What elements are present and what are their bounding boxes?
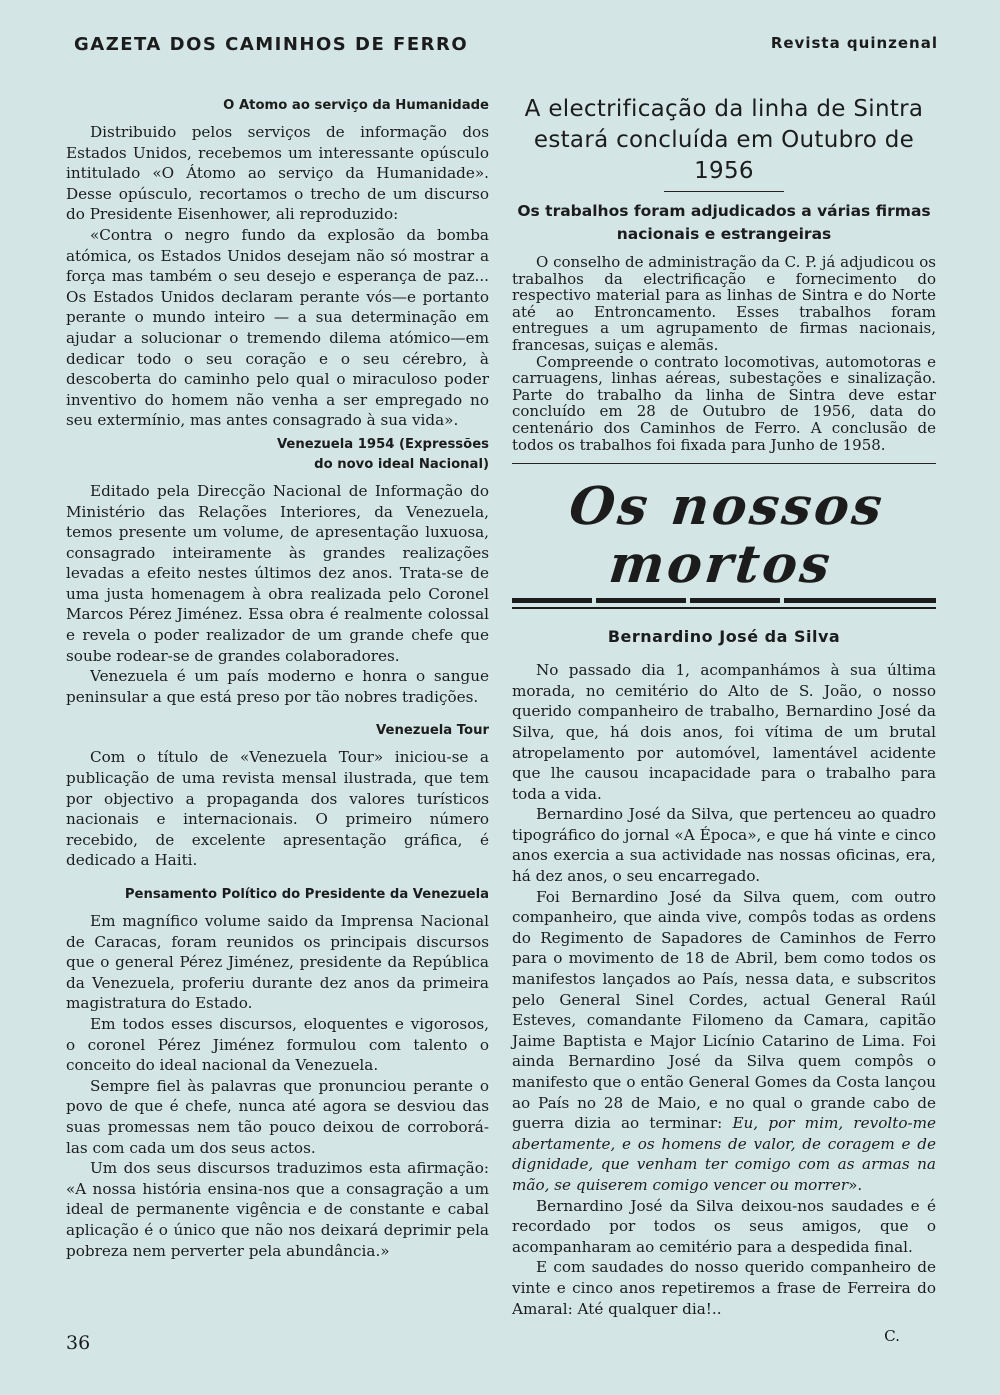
paragraph: Compreende o contrato locomotivas, automotoras e carruagens, linhas aéreas, subestações e sinalização. Parte do trabalho da linha de Sintra deve estar concluído em 28 de Outubro de 1956, data do centenário dos Caminhos de Ferro. A conclusão de todos os trabalhos foi fixada para Junho de 1958. [512, 352, 936, 454]
paragraph: Sempre fiel às palavras que pronunciou perante o povo de que é chefe, nunca até agora se desviou das suas promessas nem tão pouco deixou de corroborá-las com cada um dos seus actos. [66, 1076, 489, 1157]
paragraph: O conselho de administração da C. P. já adjudicou os trabalhos da electrificação e fornecimento do respectivo material para as linhas de Sintra e do Norte até ao Entroncamento. Esses trabalhos foram entregues a um agrupamento de firmas nacionais, francesas, suiças e alemãs. [512, 253, 936, 354]
paragraph: Em todos esses discursos, eloquentes e vigorosos, o coronel Pérez Jiménez formulou com talento o conceito do ideal nacional da Venezuela. [66, 1014, 489, 1075]
paragraph-text: Foi Bernardino José da Silva quem, com outro companheiro, que ainda vive, compôs todas as ordens do Regimento de Sapadores de Caminhos de Ferro para o movimento de 18 de Abril, bem como todos os manifestos lançados ao País, nessa data, e subscritos pelo General Sinel Cordes, actual General Raúl Esteves, comandante Filomeno da Camara, capitão Jaime Baptista e Major Licínio Catarino de Lima. Foi ainda Bernardino José da Silva quem compôs o manifesto que o então General Gomes da Costa lançou ao País no 28 de Maio, e no qual o grande cabo de guerra dizia ao terminar: [512, 887, 936, 1133]
paragraph: E com saudades do nosso querido companheiro de vinte e cinco anos repetiremos a frase de Ferreira do Amaral: Até qualquer dia!.. [512, 1258, 936, 1318]
subheadline-line: nacionais e estrangeiras [616, 225, 832, 243]
paragraph: Distribuido pelos serviços de informação dos Estados Unidos, recebemos um interessante opúsculo intitulado «O Átomo ao serviço da Humanidade». Desse opúsculo, recortamos o trecho de um discurso do Presidente Eisenhower, ali reproduzido: [66, 123, 489, 224]
article-heading-venezuela-tour: Venezuela Tour [376, 723, 489, 739]
page-number: 36 [66, 1332, 91, 1354]
article-heading-pensamento: Pensamento Político do Presidente da Venezuela [124, 887, 489, 902]
journal-frequency: Revista quinzenal [770, 34, 938, 52]
divider [664, 191, 784, 192]
electrification-subheadline [512, 200, 936, 246]
headline-line: A electrificação da linha de Sintra [524, 96, 924, 122]
article-heading-venezuela-1954 [66, 435, 489, 475]
paragraph: Editado pela Direcção Nacional de Informação do Ministério das Relações Interiores, da Venezuela, temos presente um volume, de apresentação luxuosa, consagrado inteiramente às grandes realizações levadas a efeito nestes últimos dez anos. Trata-se de uma justa homenagem à obra realizada pelo Coronel Marcos Pérez Jiménez. Essa obra é realmente colossal e revela o poder realizador de um grande chefe que soube rodear-se de grandes colaboradores. [66, 481, 489, 665]
subheadline-line: Os trabalhos foram adjudicados a várias firmas [517, 202, 931, 220]
paragraph: Em magnífico volume saido da Imprensa Nacional de Caracas, foram reunidos os principais discursos que o general Pérez Jiménez, presidente da República da Venezuela, proferiu durante dez anos da primeira magistratura do Estado. [66, 912, 489, 1013]
electrification-headline [512, 94, 936, 187]
banner-rule [512, 607, 936, 609]
paragraph-text: ». [848, 1175, 863, 1194]
obituary-banner: Os nossos mortos [566, 476, 888, 596]
headline-line: estará concluída em Outubro de 1956 [533, 127, 915, 184]
journal-title: GAZETA DOS CAMINHOS DE FERRO [74, 34, 469, 55]
heading-line: do novo ideal Nacional) [314, 456, 489, 472]
paragraph: «Contra o negro fundo da explosão da bomba atómica, os Estados Unidos desejam não só mostrar a força mas também o seu desejo e esperança de paz... Os Estados Unidos declaram perante vós—e portanto perante o mundo inteiro — a sua determinação em ajudar a solucionar o tremendo dilema atómico—em dedicar todo o seu coração e o seu cérebro, à descoberta do caminho pelo qual o miraculoso poder inventivo do homem não venha a ser empregado no seu extermínio, mas antes consagrado à sua vida». [66, 225, 489, 430]
paragraph: Venezuela é um país moderno e honra o sangue peninsular a que está preso por tão nobres tradições. [66, 667, 489, 706]
left-column [66, 96, 489, 1261]
banner-rule [512, 598, 936, 603]
paragraph [512, 887, 936, 1196]
signature-initial: C. [884, 1327, 900, 1346]
paragraph: Um dos seus discursos traduzimos esta afirmação: «A nossa história ensina-nos que a consagração a um ideal de permanente vigência e de constante e cabal aplicação é o único que não nos deixará deprimir pela pobreza nem perverter pela abundância.» [66, 1159, 489, 1260]
paragraph: Com o título de «Venezuela Tour» iniciou-se a publicação de uma revista mensal ilustrada, que tem por objectivo a propaganda dos valores turísticos nacionais e internacionais. O primeiro número recebido, de excelente apresentação gráfica, é dedicado a Haiti. [66, 748, 489, 870]
paragraph: No passado dia 1, acompanhámos à sua última morada, no cemitério do Alto de S. João, o nosso querido companheiro de trabalho, Bernardino José da Silva, que, há dois anos, foi vítima de um brutal atropelamento por automóvel, lamentável acidente que lhe causou incapacidade para o trabalho para toda a vida. [512, 661, 936, 803]
right-column [512, 94, 936, 1345]
heading-line: Venezuela 1954 (Expressões [276, 436, 489, 452]
paragraph: Bernardino José da Silva, que pertenceu ao quadro tipográfico do jornal «A Época», e que há vinte e cinco anos exercia a sua actividade nas nossas oficinas, era, há dez anos, o seu encarregado. [512, 805, 936, 886]
paragraph: Bernardino José da Silva deixou-nos saudades e é recordado por todos os seus amigos, que o acompanharam ao cemitério para a despedida final. [512, 1196, 936, 1256]
quote-text: Eu, por mim, revolto-me abertamente, e os homens de valor, de coragem e de dignidade, que venham ter comigo com as armas na mão, se quiserem comigo vencer ou morrer [512, 1114, 936, 1194]
divider [512, 463, 936, 464]
article-heading-atomo: O Atomo ao serviço da Humanidade [223, 98, 489, 113]
obituary-person-name: Bernardino José da Silva [607, 627, 841, 647]
